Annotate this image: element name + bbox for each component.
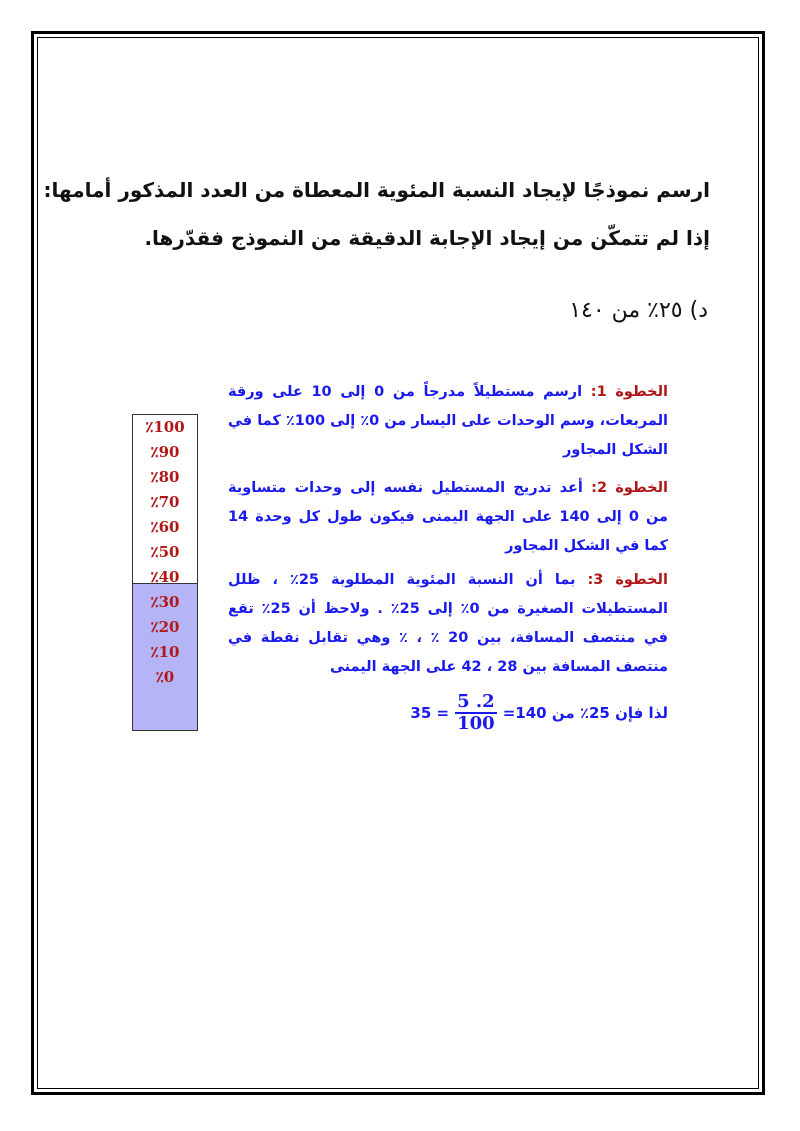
step-2-text: أعد تدريج المستطيل نفسه إلى وحدات متساوية من 0 إلى 140 على الجهة اليمنى فيكون طول كل وحدة 14 كما في الشكل المجاور xyxy=(228,480,668,554)
step-2-label: الخطوة 2: xyxy=(591,480,668,496)
bar-tick-label: ٪80 xyxy=(150,468,180,486)
result-suffix: = 35 xyxy=(410,704,450,722)
bar-tick-label: ٪20 xyxy=(150,618,180,636)
bar-tick-label: ٪50 xyxy=(150,543,180,561)
result-equation xyxy=(410,692,668,734)
step-1 xyxy=(228,378,668,465)
result-fraction xyxy=(455,692,497,734)
bar-tick-label: ٪30 xyxy=(150,593,180,611)
bar-tick-label: ٪10 xyxy=(150,643,180,661)
bar-tick-label: ٪70 xyxy=(150,493,180,511)
fraction-denominator: 100 xyxy=(457,713,495,734)
step-3 xyxy=(228,566,668,682)
bar-tick-label: ٪100 xyxy=(145,418,185,436)
fraction-numerator: 2. 5 xyxy=(457,691,495,712)
step-3-label: الخطوة 3: xyxy=(587,572,668,588)
result-prefix: لذا فإن 25٪ من 140= xyxy=(502,704,668,722)
step-2 xyxy=(228,474,668,561)
bar-tick-label: ٪40 xyxy=(150,568,180,586)
bar-tick-label: ٪60 xyxy=(150,518,180,536)
heading-line-2: إذا لم تتمكّن من إيجاد الإجابة الدقيقة من النموذج فقدّرها. xyxy=(144,226,710,250)
step-3-text: بما أن النسبة المئوية المطلوبة 25٪ ، ظلل المستطيلات الصغيرة من 0٪ إلى 25٪ . ولاحظ أن 25٪ تقع في منتصف المسافة، بين 20 ٪ ، ٪ وهي تقابل نقطة في منتصف المسافة بين 28 ، 42 على الجهة اليمنى xyxy=(228,572,668,675)
heading-line-1: ارسم نموذجًا لإيجاد النسبة المئوية المعطاة من العدد المذكور أمامها: xyxy=(43,178,710,202)
bar-tick-label: ٪90 xyxy=(150,443,180,461)
percent-bar-model xyxy=(132,414,198,731)
problem-statement: د) ٢٥٪ من ١٤٠ xyxy=(569,298,708,323)
step-1-label: الخطوة 1: xyxy=(590,384,668,400)
step-1-text: ارسم مستطيلاً مدرجاً من 0 إلى 10 على ورقة المربعات، وسم الوحدات على اليسار من 0٪ إلى 100٪ كما في الشكل المجاور xyxy=(228,384,668,458)
bar-tick-label: ٪0 xyxy=(155,668,175,686)
